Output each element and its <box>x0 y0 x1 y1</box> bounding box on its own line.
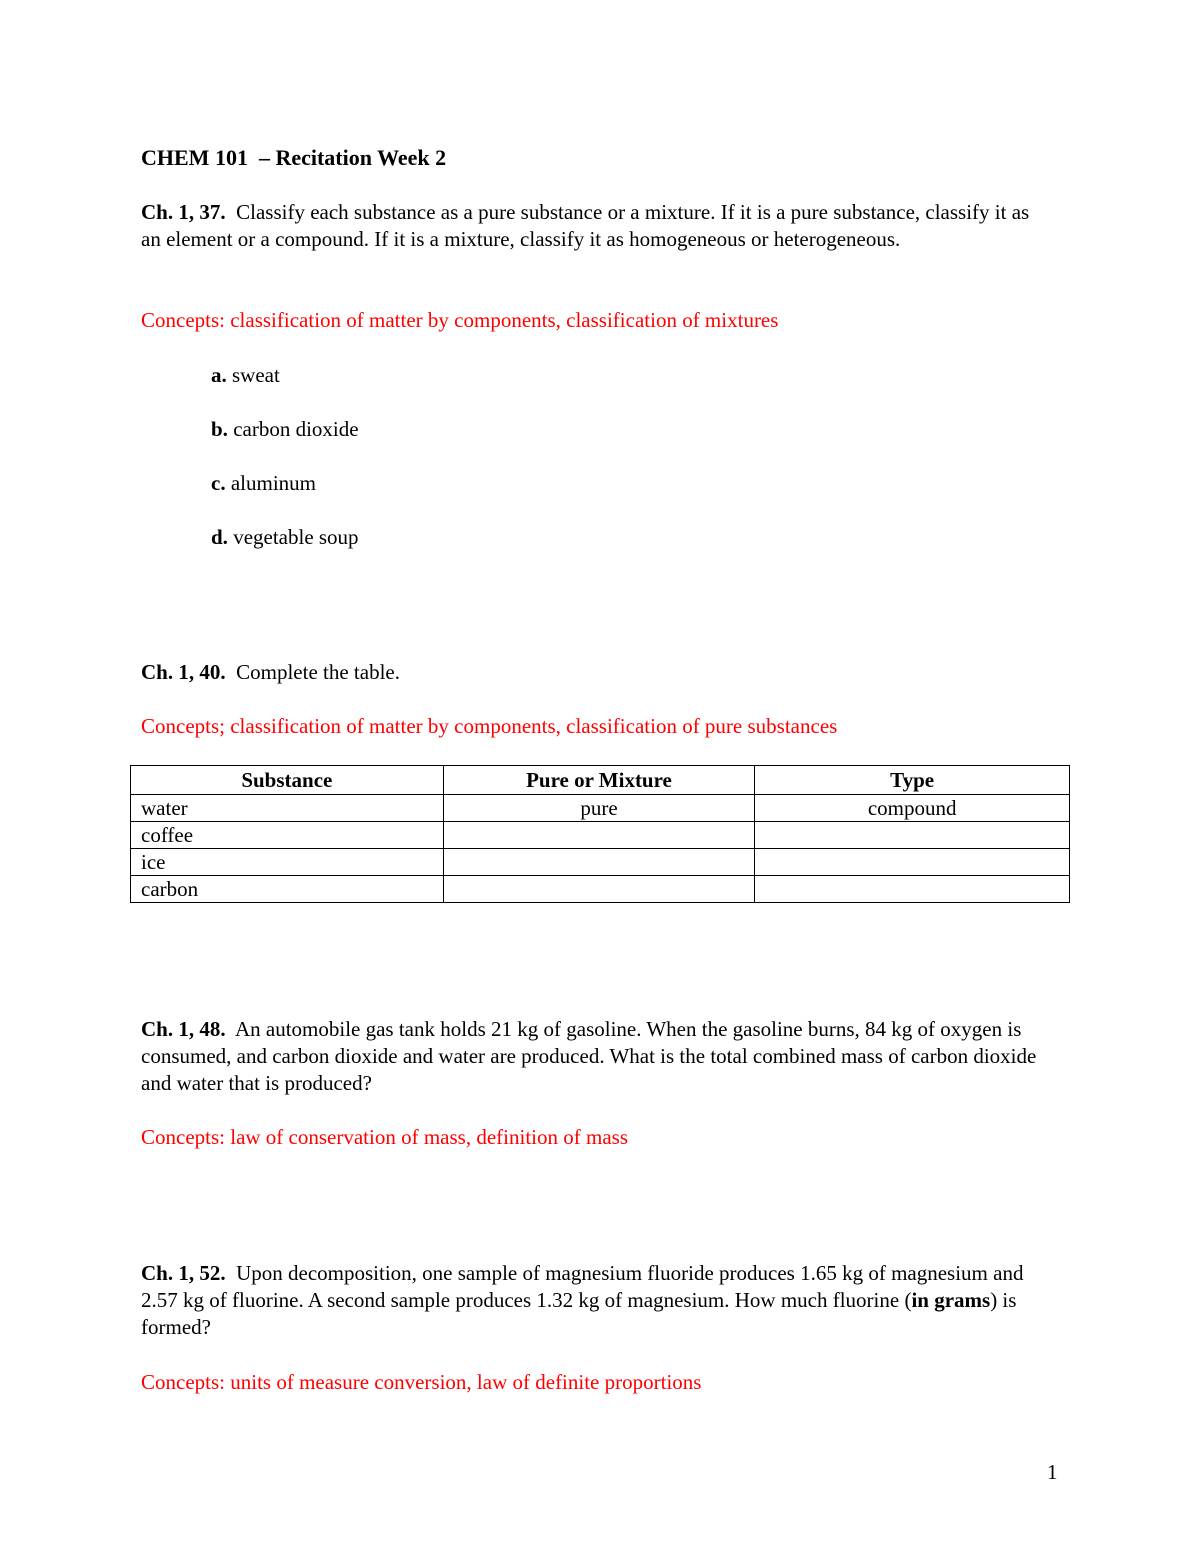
problem-52 <box>141 1260 1041 1341</box>
problem-52-text-before: Upon decomposition, one sample of magnesium fluoride produces 1.65 kg of magnesium and 2.57 kg of fluorine. A second sample produces 1.32 kg of magnesium. How much fluorine ( <box>141 1261 1024 1312</box>
column-header: Substance <box>131 766 444 795</box>
table-cell <box>755 849 1070 876</box>
item-letter: c. <box>211 471 226 495</box>
item-text: aluminum <box>230 471 316 495</box>
list-item-a <box>211 362 280 389</box>
column-header: Type <box>755 766 1070 795</box>
problem-40-text: Complete the table. <box>236 660 400 684</box>
item-letter: a. <box>211 363 227 387</box>
column-header: Pure or Mixture <box>443 766 755 795</box>
problem-52-emphasis: in grams <box>911 1288 991 1312</box>
problem-37-text: Classify each substance as a pure substance or a mixture. If it is a pure substance, classify it as an element or a compound. If it is a mixture, classify it as homogeneous or heterogeneous. <box>141 200 1030 251</box>
problem-48 <box>141 1016 1041 1097</box>
table-cell <box>443 849 755 876</box>
table-cell: ice <box>131 849 444 876</box>
classification-table <box>130 765 1070 903</box>
table-row <box>131 822 1070 849</box>
table-cell <box>443 822 755 849</box>
table-cell: water <box>131 795 444 822</box>
item-text: sweat <box>232 363 280 387</box>
problem-37-label: Ch. 1, 37. <box>141 200 226 224</box>
item-letter: b. <box>211 417 228 441</box>
table-cell: coffee <box>131 822 444 849</box>
table-row <box>131 849 1070 876</box>
list-item-d <box>211 524 359 551</box>
problem-40-label: Ch. 1, 40. <box>141 660 226 684</box>
table-cell <box>755 876 1070 903</box>
table-cell: carbon <box>131 876 444 903</box>
table-cell <box>443 876 755 903</box>
problem-48-text: An automobile gas tank holds 21 kg of gasoline. When the gasoline burns, 84 kg of oxygen is consumed, and carbon dioxide and water are produced. What is the total combined mass of carbon dioxide and water that is produced? <box>141 1017 1037 1095</box>
item-text: carbon dioxide <box>233 417 359 441</box>
table-row <box>131 876 1070 903</box>
problem-52-concepts: Concepts: units of measure conversion, law of definite proportions <box>141 1370 702 1394</box>
problem-40 <box>141 659 1041 686</box>
problem-52-label: Ch. 1, 52. <box>141 1261 226 1285</box>
problem-37 <box>141 199 1041 253</box>
problem-52-text-after: ) is formed? <box>141 1288 1017 1339</box>
table-row <box>131 795 1070 822</box>
table-cell: compound <box>755 795 1070 822</box>
list-item-c <box>211 470 316 497</box>
item-text: vegetable soup <box>233 525 359 549</box>
problem-48-label: Ch. 1, 48. <box>141 1017 226 1041</box>
page-number: 1 <box>1047 1460 1058 1484</box>
table-cell <box>755 822 1070 849</box>
problem-37-concepts: Concepts: classification of matter by components, classification of mixtures <box>141 308 779 332</box>
page-title: CHEM 101 – Recitation Week 2 <box>141 145 447 170</box>
table-cell: pure <box>443 795 755 822</box>
table-header-row <box>131 766 1070 795</box>
problem-40-concepts: Concepts; classification of matter by components, classification of pure substances <box>141 714 838 738</box>
item-letter: d. <box>211 525 228 549</box>
list-item-b <box>211 416 359 443</box>
problem-48-concepts: Concepts: law of conservation of mass, definition of mass <box>141 1125 628 1149</box>
